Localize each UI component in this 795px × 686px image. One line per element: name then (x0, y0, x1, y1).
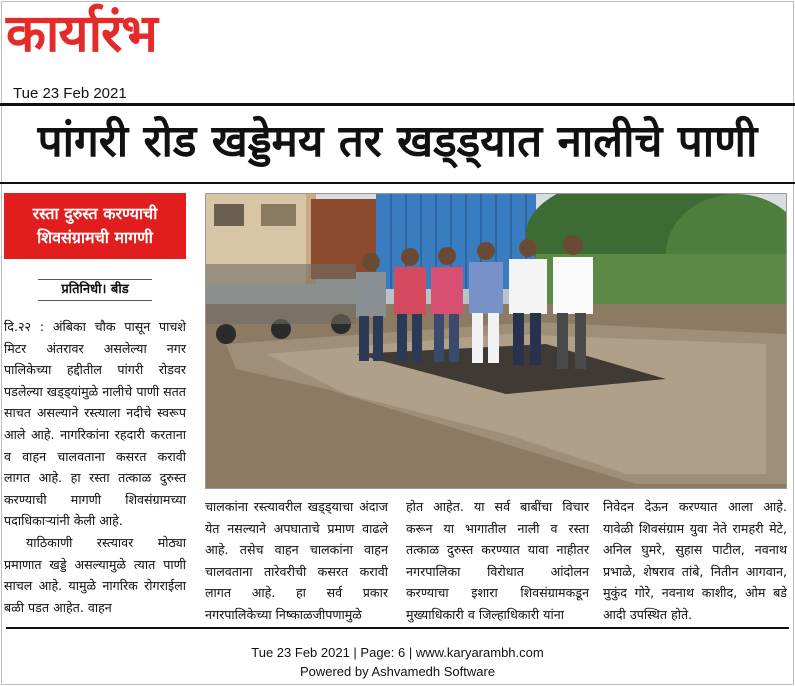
article-headline: पांगरी रोड खड्डेमय तर खड्ड्यात नालीचे पाणी (37, 116, 758, 167)
article-paragraph: दि.२२ : अंबिका चौक पासून पाचशे मिटर अंतरावर असलेल्या नगर पालिकेच्या हद्दीतील पांगरी रोडवर पडलेल्या खड्ड्यांमुळे नालीचे पाणी सतत साचत असल्याने रस्त्याला नदीचे स्वरूप आले आहे. नागरिकांना रहदारी करताना व वाहन चालवताना कसरत करावी लागत आहे. हा रस्ता तत्काळ दुरुस्त करण्याची मागणी शिवसंग्रामच्या पदाधिकाऱ्यांनी केली आहे. (4, 319, 186, 529)
article-column-1 (4, 316, 186, 618)
header-rule (0, 103, 795, 106)
article-column-2: चालकांना रस्त्यावरील खड्ड्याचा अंदाज येत नसल्याने अपघाताचे प्रमाण वाढले आहे. तसेच वाहन चालकांना वाहन चालवताना तारेवरीची कसरत करावी लागत आहे. हा सर्व प्रकार नगरपालिकेच्या निष्काळजीपणामुळे (205, 499, 388, 622)
footer-credit: Powered by Ashvamedh Software (299, 664, 496, 679)
masthead-logo[interactable] (6, 4, 157, 64)
news-photo (205, 193, 787, 489)
subheadline-line1: रस्ता दुरुस्त करण्याची (32, 204, 158, 223)
article-column-4: निवेदन देऊन करण्यात आला आहे. यावेळी शिवसंग्राम युवा नेते रामहरी मेटे, अनिल घुमरे, सुहास पाटील, नवनाथ प्रभाळे, शेषराव तांबे, नितीन आगवान, मुकुंद गोरे, नवनाथ काशीद, ओम बडे आदी उपस्थित होते. (603, 499, 787, 622)
article-subheadline (4, 193, 186, 259)
article-column-3: होत आहेत. या सर्व बाबींचा विचार करून या भागातील नाली व रस्ता तत्काळ दुरुस्त करण्यात यावा नाहीतर नगरपालिका विरोधात आंदोलन करण्याचा इशारा शिवसंग्रामकडून मुख्याधिकारी व जिल्हाधिकारी यांना (406, 499, 589, 622)
footer-rule (6, 627, 789, 629)
footer-page-info[interactable]: Tue 23 Feb 2021 | Page: 6 | www.karyarambh.com (251, 645, 544, 660)
article-paragraph: याठिकाणी रस्त्यावर मोठ्या प्रमाणात खड्डे असल्यामुळे त्यात पाणी साचल आहे. यामुळे नागरिक रोगराईला बळी पडत आहेत. वाहन (4, 534, 186, 615)
subheadline-line2: शिवसंग्रामची मागणी (37, 228, 153, 247)
logo-text: कार्यारंभ (6, 4, 157, 64)
masthead-date: Tue 23 Feb 2021 (13, 85, 127, 102)
news-photo-image (206, 194, 786, 488)
byline: प्रतिनिधी। बीड (38, 279, 152, 301)
headline-rule (0, 182, 795, 184)
